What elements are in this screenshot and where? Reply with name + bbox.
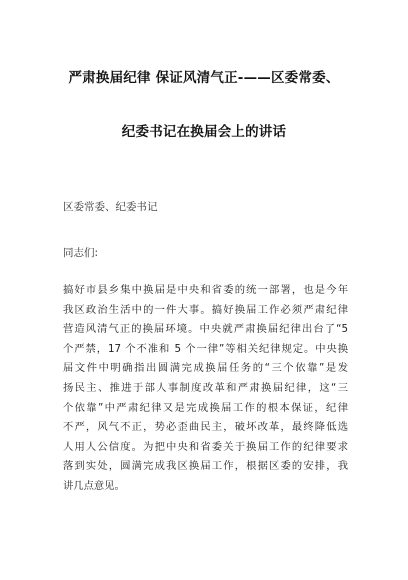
speaker-title: 区委常委、纪委书记 <box>63 201 158 213</box>
paragraph-line: 搞好市县乡集中换届是中央和省委的统一部署，也是今年 <box>63 284 348 296</box>
paragraph-line: 扬民主、推进于部人事制度改革和严肃换届纪律，这“三 <box>63 381 348 394</box>
paragraph-line: 讲几点意见。 <box>63 479 125 492</box>
speech-paragraph <box>63 281 348 497</box>
paragraph-line: 届文件中明确指出圆满完成换届任务的“三个依靠”是发 <box>63 362 348 375</box>
paragraph-line: 不严，风气不正，势必歪曲民主，破坏改革，最终降低选 <box>63 421 348 434</box>
document-title-line-1: 严肃换届纪律 保证风清气正-——区委常委、 <box>68 70 340 86</box>
document-title-line-2: 纪委书记在换届会上的讲话 <box>121 124 287 140</box>
paragraph-line: 营造风清气正的换届环境。中央就严肃换届纪律出台了“5 <box>63 323 348 336</box>
greeting: 同志们: <box>63 247 99 259</box>
paragraph-line: 个严禁，17 个不准和 5 个一律”等相关纪律规定。中央换 <box>63 342 348 355</box>
paragraph-line: 个依靠”中严肃纪律又是完成换届工作的根本保证，纪律 <box>63 401 348 414</box>
paragraph-line: 落到实处，圆满完成我区换届工作，根据区委的安排，我 <box>63 460 348 473</box>
paragraph-line: 我区政治生活中的一件大事。搞好换届工作必须严肃纪律 <box>63 303 348 316</box>
paragraph-line: 人用人公信度。为把中央和省委关于换届工作的纪律要求 <box>63 440 348 453</box>
